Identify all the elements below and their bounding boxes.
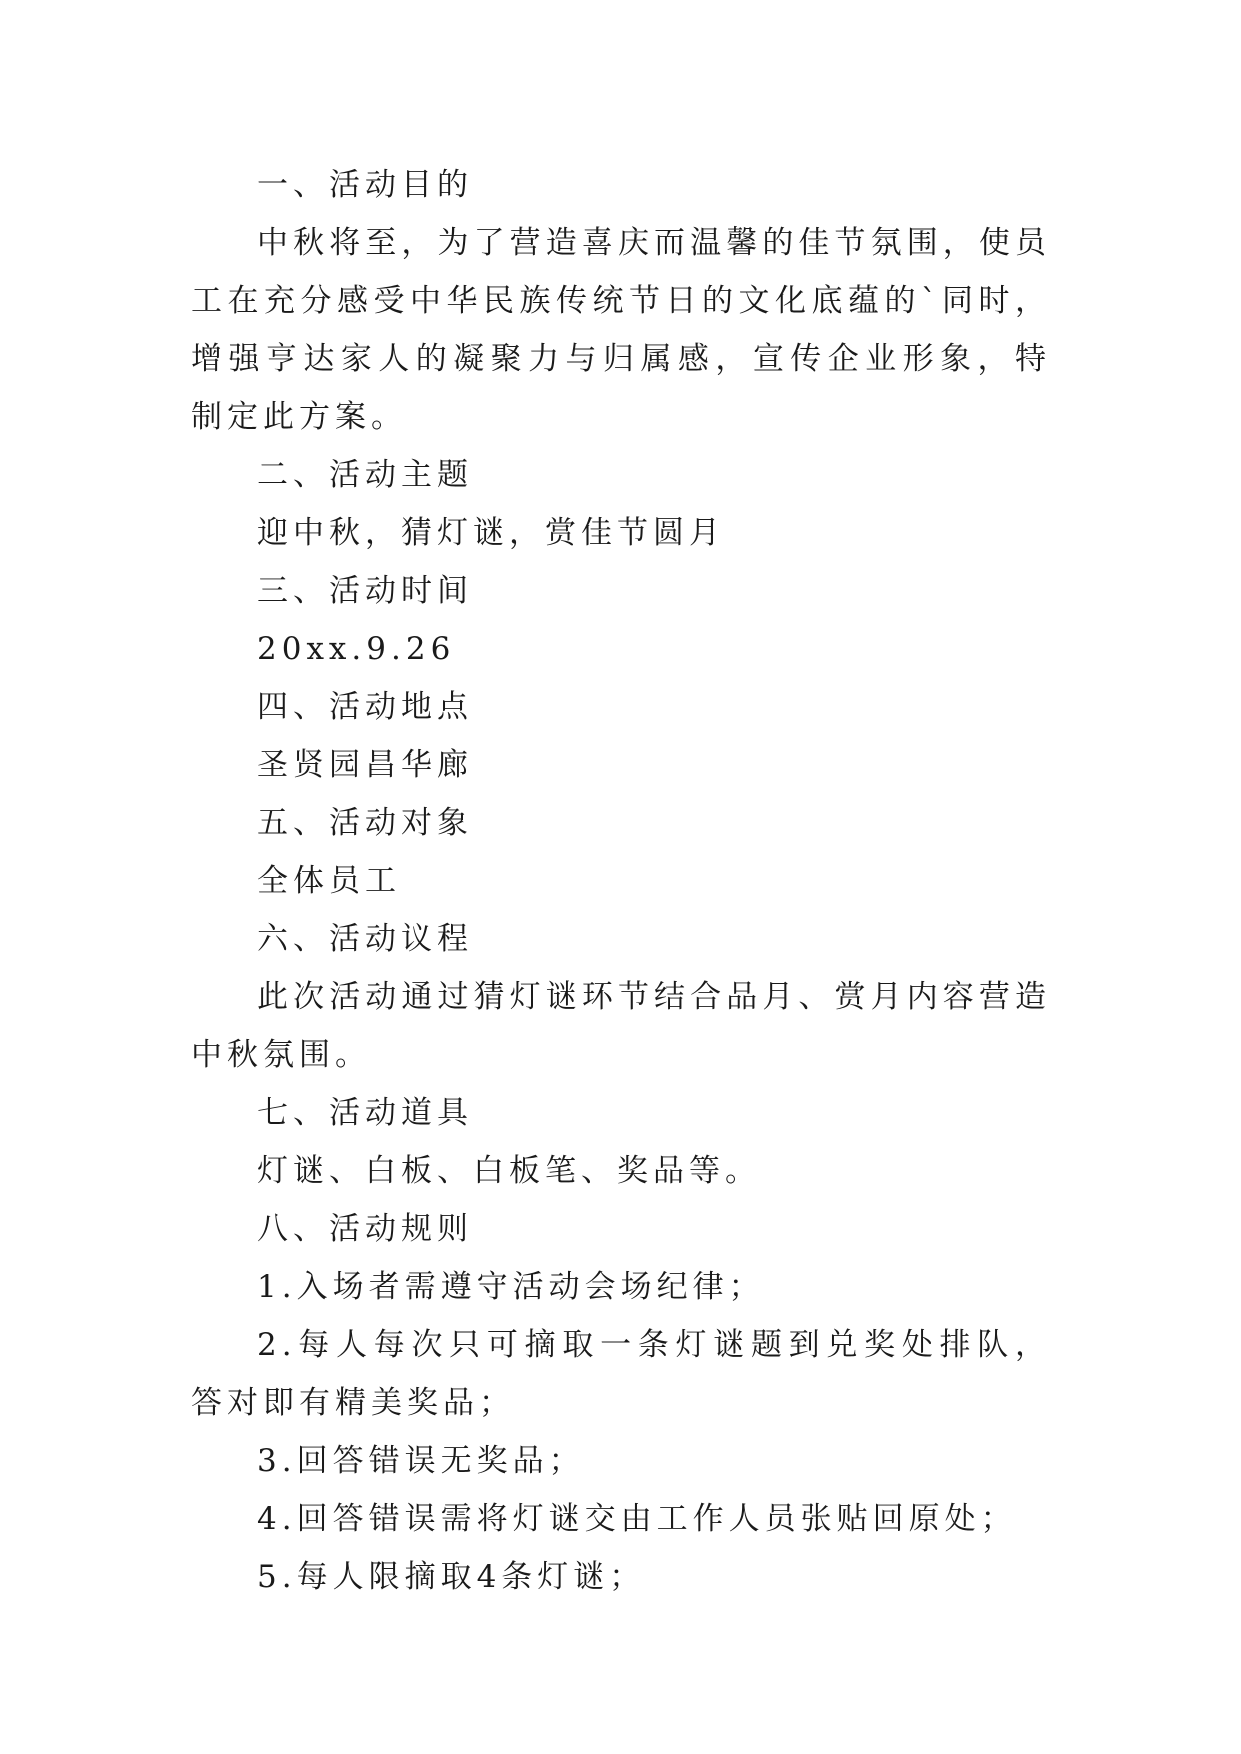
paragraph-audience: 全体员工	[257, 863, 401, 899]
paragraph-props: 灯谜、白板、白板笔、奖品等。	[257, 1153, 761, 1189]
section-heading-props: 七、活动道具	[257, 1095, 473, 1131]
rule-item-1: 1.入场者需遵守活动会场纪律；	[257, 1269, 765, 1305]
section-heading-agenda: 六、活动议程	[257, 921, 473, 957]
section-heading-audience: 五、活动对象	[257, 805, 473, 841]
rule-item-5: 5.每人限摘取4条灯谜；	[257, 1559, 646, 1595]
section-heading-theme: 二、活动主题	[257, 457, 473, 493]
document-body	[191, 156, 1051, 1606]
section-heading-rules: 八、活动规则	[257, 1211, 473, 1247]
paragraph-theme: 迎中秋，猜灯谜，赏佳节圆月	[257, 515, 725, 551]
paragraph-purpose: 中秋将至，为了营造喜庆而温馨的佳节氛围，使员工在充分感受中华民族传统节日的文化底蕴的`同时，增强亨达家人的凝聚力与归属感，宣传企业形象，特制定此方案。	[191, 225, 1051, 435]
section-heading-purpose: 一、活动目的	[257, 167, 473, 203]
section-heading-time: 三、活动时间	[257, 573, 473, 609]
rule-item-4: 4.回答错误需将灯谜交由工作人员张贴回原处；	[257, 1501, 1017, 1537]
section-heading-location: 四、活动地点	[257, 689, 473, 725]
rule-item-3: 3.回答错误无奖品；	[257, 1443, 585, 1479]
rule-item-2: 2.每人每次只可摘取一条灯谜题到兑奖处排队，答对即有精美奖品；	[191, 1327, 1051, 1421]
paragraph-time: 20xx.9.26	[257, 631, 456, 667]
paragraph-agenda: 此次活动通过猜灯谜环节结合品月、赏月内容营造中秋氛围。	[191, 979, 1051, 1073]
paragraph-location: 圣贤园昌华廊	[257, 747, 473, 783]
